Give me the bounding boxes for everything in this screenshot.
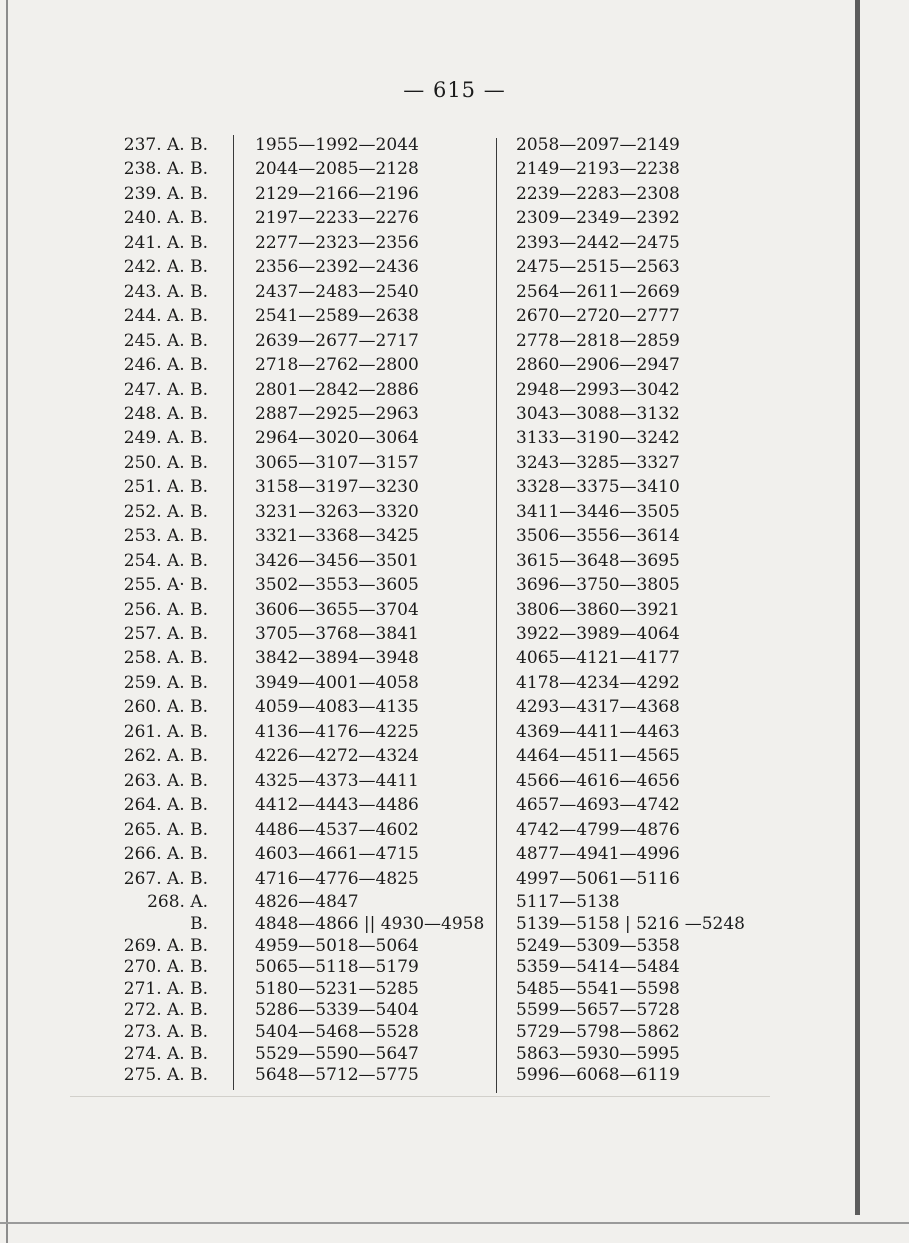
range-cell-right: 2860—2906—2947 [516, 355, 680, 376]
table-row [0, 353, 909, 377]
range-cell-right: 4369—4411—4463 [516, 721, 680, 742]
page-edge-bottom [0, 1222, 909, 1224]
table-row [0, 842, 909, 866]
range-cell-right: 3328—3375—3410 [516, 477, 680, 498]
range-cell-right: 5485—5541—5598 [516, 978, 680, 999]
range-cell-left: 1955—1992—2044 [255, 135, 419, 155]
range-cell-left: 2129—2166—2196 [255, 183, 419, 204]
range-cell-right: 2564—2611—2669 [516, 281, 680, 302]
range-cell-left: 5648—5712—5775 [255, 1065, 419, 1086]
row-label: 251. A. B. [123, 477, 208, 498]
row-label: 247. A. B. [123, 379, 208, 400]
table-row [0, 451, 909, 475]
row-label: 239. A. B. [123, 183, 208, 204]
range-cell-right: 5729—5798—5862 [516, 1021, 680, 1042]
range-cell-left: 3231—3263—3320 [255, 501, 419, 522]
range-cell-right: 3806—3860—3921 [516, 599, 680, 620]
table-row [0, 402, 909, 426]
table-row [0, 769, 909, 793]
table-row [0, 549, 909, 573]
range-cell-right: 3615—3648—3695 [516, 550, 680, 571]
range-cell-right: 4877—4941—4996 [516, 844, 680, 865]
row-label: 241. A. B. [123, 232, 208, 253]
range-cell-left: 2964—3020—3064 [255, 428, 419, 449]
row-label: 271. A. B. [123, 978, 208, 999]
row-label: 264. A. B. [123, 795, 208, 816]
range-cell-right: 4742—4799—4876 [516, 819, 680, 840]
table-row [0, 646, 909, 670]
table-row [0, 720, 909, 744]
row-label: 243. A. B. [123, 281, 208, 302]
row-label: 258. A. B. [123, 648, 208, 669]
row-label: 259. A. B. [123, 672, 208, 693]
range-cell-left: 4959—5018—5064 [255, 935, 419, 956]
row-label: 268. A. [147, 891, 208, 912]
table-row [0, 133, 909, 157]
table-row [0, 867, 909, 891]
row-label: 267. A. B. [123, 868, 208, 889]
table-row [0, 206, 909, 230]
table-row [0, 695, 909, 719]
range-cell-left: 4325—4373—4411 [255, 770, 419, 791]
range-cell-right: 4178—4234—4292 [516, 672, 680, 693]
table-row [0, 1042, 909, 1066]
range-cell-right: 2058—2097—2149 [516, 135, 680, 155]
range-cell-right: 5249—5309—5358 [516, 935, 680, 956]
row-label: 246. A. B. [123, 355, 208, 376]
row-label: 261. A. B. [123, 721, 208, 742]
range-cell-left: 3065—3107—3157 [255, 452, 419, 473]
range-cell-right: 4566—4616—4656 [516, 770, 680, 791]
row-label: 240. A. B. [123, 208, 208, 229]
range-cell-right: 4293—4317—4368 [516, 697, 680, 718]
range-cell-left: 2356—2392—2436 [255, 257, 419, 278]
range-cell-left: 3705—3768—3841 [255, 624, 419, 644]
range-cell-right: 5996—6068—6119 [516, 1065, 680, 1086]
row-label: 244. A. B. [123, 306, 208, 327]
row-label: 272. A. B. [123, 1000, 208, 1021]
row-label: 263. A. B. [123, 770, 208, 791]
row-label: 257. A. B. [123, 624, 208, 644]
range-cell-right: 4997—5061—5116 [516, 868, 680, 889]
row-label: 269. A. B. [123, 935, 208, 956]
range-cell-left: 2044—2085—2128 [255, 159, 419, 180]
range-cell-right: 2670—2720—2777 [516, 306, 680, 327]
table-row [0, 977, 909, 1001]
range-cell-right: 3411—3446—3505 [516, 501, 680, 522]
row-label: 237. A. B. [123, 135, 208, 155]
range-cell-left: 4226—4272—4324 [255, 746, 419, 767]
row-label: 266. A. B. [123, 844, 208, 865]
range-cell-right: 3043—3088—3132 [516, 403, 680, 424]
row-label: 252. A. B. [123, 501, 208, 522]
row-label: 238. A. B. [123, 159, 208, 180]
range-cell-left: 5065—5118—5179 [255, 957, 419, 978]
table-row [0, 1063, 909, 1087]
range-cell-left: 3321—3368—3425 [255, 526, 419, 547]
row-label: 273. A. B. [123, 1021, 208, 1042]
table-row [0, 329, 909, 353]
table-row [0, 280, 909, 304]
range-cell-right: 2475—2515—2563 [516, 257, 680, 278]
range-cell-left: 2639—2677—2717 [255, 330, 419, 351]
range-cell-right: 2239—2283—2308 [516, 183, 680, 204]
range-cell-right: 2309—2349—2392 [516, 208, 680, 229]
row-label: 254. A. B. [123, 550, 208, 571]
row-label: 255. A· B. [123, 575, 208, 596]
table-row [0, 955, 909, 979]
table-row [0, 524, 909, 548]
row-label: 253. A. B. [123, 526, 208, 547]
range-cell-left: 5404—5468—5528 [255, 1021, 419, 1042]
range-cell-right: 2778—2818—2859 [516, 330, 680, 351]
range-cell-left: 4136—4176—4225 [255, 721, 419, 742]
range-cell-left: 2541—2589—2638 [255, 306, 419, 327]
table-row [0, 231, 909, 255]
range-cell-left: 5529—5590—5647 [255, 1043, 419, 1064]
row-label: 265. A. B. [123, 819, 208, 840]
range-cell-left: 3949—4001—4058 [255, 672, 419, 693]
range-cell-right: 3696—3750—3805 [516, 575, 680, 596]
table-row [0, 598, 909, 622]
range-cell-right: 2149—2193—2238 [516, 159, 680, 180]
range-cell-left: 2718—2762—2800 [255, 355, 419, 376]
table-row [0, 182, 909, 206]
row-label: B. [190, 913, 208, 934]
table-row [0, 378, 909, 402]
table-row [0, 573, 909, 597]
row-label: 250. A. B. [123, 452, 208, 473]
range-cell-right: 4657—4693—4742 [516, 795, 680, 816]
table-row [0, 475, 909, 499]
range-cell-right: 3922—3989—4064 [516, 624, 680, 644]
table-row [0, 934, 909, 958]
range-cell-left: 3606—3655—3704 [255, 599, 419, 620]
row-label: 249. A. B. [123, 428, 208, 449]
table-row [0, 255, 909, 279]
range-cell-right: 4464—4511—4565 [516, 746, 680, 767]
row-label: 274. A. B. [123, 1043, 208, 1064]
range-cell-right: 5117—5138 [516, 891, 620, 912]
row-label: 256. A. B. [123, 599, 208, 620]
row-label: 270. A. B. [123, 957, 208, 978]
range-cell-right: 5359—5414—5484 [516, 957, 680, 978]
range-cell-right: 3506—3556—3614 [516, 526, 680, 547]
row-label: 262. A. B. [123, 746, 208, 767]
bottom-rule [70, 1096, 770, 1097]
table-row [0, 998, 909, 1022]
range-cell-left: 4716—4776—4825 [255, 868, 419, 889]
range-cell-right: 5139—5158 | 5216 —5248 [516, 913, 745, 934]
range-cell-right: 3133—3190—3242 [516, 428, 680, 449]
table-row [0, 304, 909, 328]
table-row [0, 912, 909, 936]
table-row [0, 671, 909, 695]
row-label: 275. A. B. [123, 1065, 208, 1086]
range-cell-right: 2948—2993—3042 [516, 379, 680, 400]
range-cell-left: 3158—3197—3230 [255, 477, 419, 498]
range-cell-left: 4603—4661—4715 [255, 844, 419, 865]
table-row [0, 1020, 909, 1044]
table-row [0, 157, 909, 181]
table-row [0, 622, 909, 646]
range-cell-right: 5599—5657—5728 [516, 1000, 680, 1021]
range-cell-left: 2887—2925—2963 [255, 403, 419, 424]
range-cell-left: 4412—4443—4486 [255, 795, 419, 816]
range-cell-left: 2197—2233—2276 [255, 208, 419, 229]
row-label: 245. A. B. [123, 330, 208, 351]
range-cell-left: 2801—2842—2886 [255, 379, 419, 400]
range-cell-right: 4065—4121—4177 [516, 648, 680, 669]
row-label: 248. A. B. [123, 403, 208, 424]
range-cell-right: 3243—3285—3327 [516, 452, 680, 473]
row-label: 260. A. B. [123, 697, 208, 718]
page-number: — 615 — [403, 78, 506, 102]
range-cell-left: 3426—3456—3501 [255, 550, 419, 571]
range-cell-left: 3842—3894—3948 [255, 648, 419, 669]
range-cell-left: 4059—4083—4135 [255, 697, 419, 718]
table-row [0, 890, 909, 914]
table-row [0, 426, 909, 450]
range-cell-left: 4826—4847 [255, 891, 359, 912]
table-row [0, 818, 909, 842]
range-cell-left: 3502—3553—3605 [255, 575, 419, 596]
range-cell-left: 5286—5339—5404 [255, 1000, 419, 1021]
table-row [0, 793, 909, 817]
range-cell-left: 4486—4537—4602 [255, 819, 419, 840]
table-row [0, 500, 909, 524]
range-cell-left: 2277—2323—2356 [255, 232, 419, 253]
range-cell-left: 4848—4866 || 4930—4958 [255, 913, 485, 934]
range-cell-right: 2393—2442—2475 [516, 232, 680, 253]
range-cell-left: 5180—5231—5285 [255, 978, 419, 999]
range-cell-left: 2437—2483—2540 [255, 281, 419, 302]
range-cell-right: 5863—5930—5995 [516, 1043, 680, 1064]
table-row [0, 744, 909, 768]
row-label: 242. A. B. [123, 257, 208, 278]
